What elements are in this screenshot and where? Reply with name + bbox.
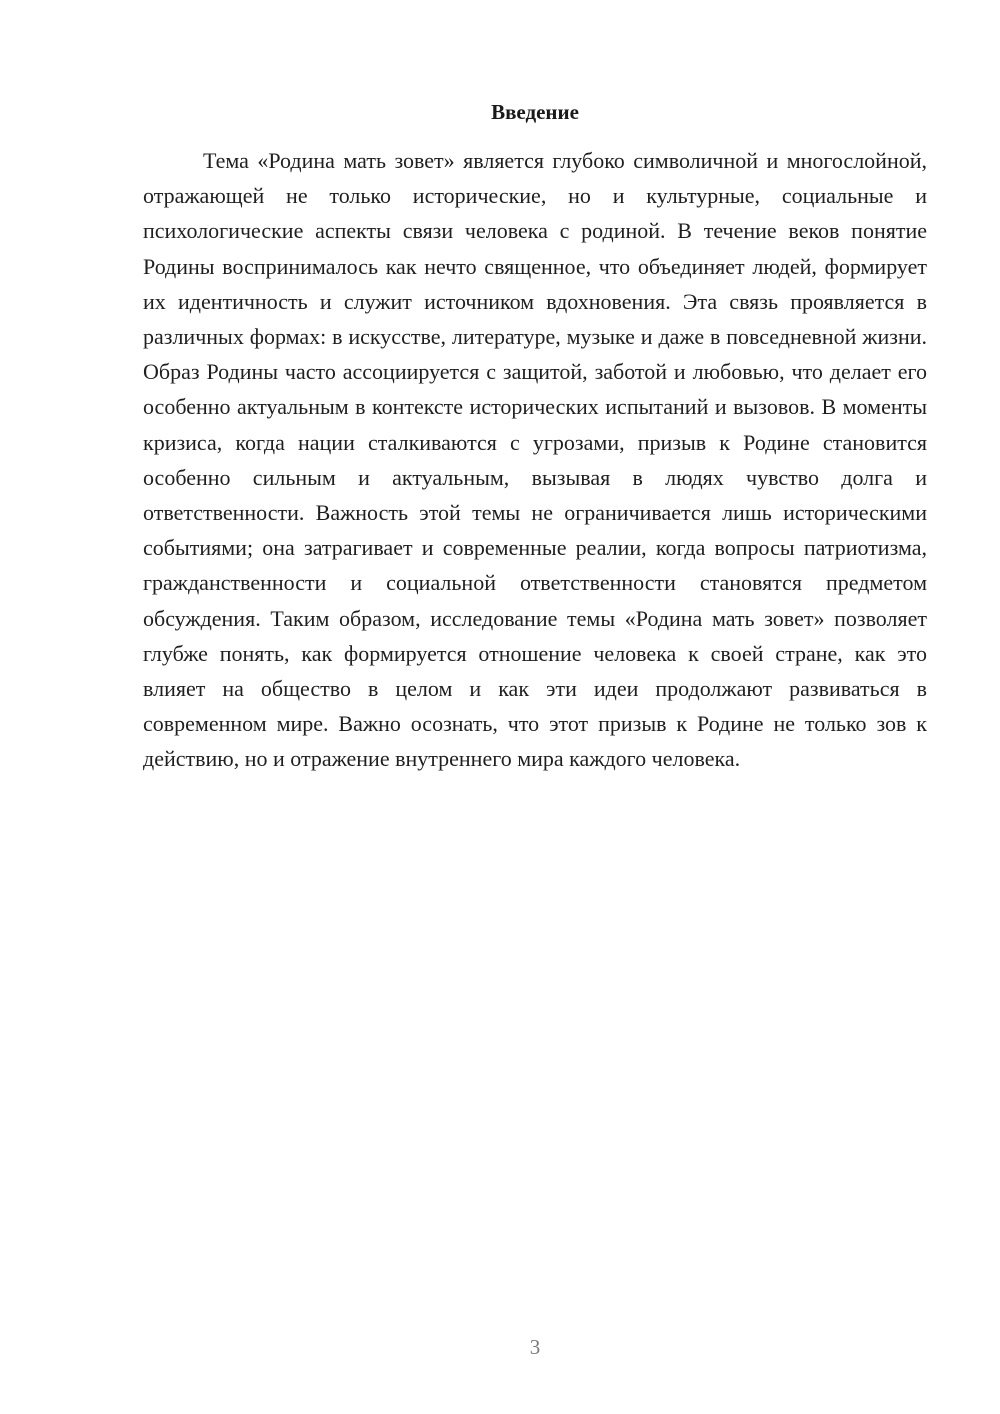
body-paragraph: Тема «Родина мать зовет» является глубоко символичной и многослойной, отражающей не только исторические, но и культурные, социальные и психологические аспекты связи человека с родиной. В течение веков понятие Родины воспринималось как нечто священное, что объединяет людей, формирует их идентичность и служит источником вдохновения. Эта связь проявляется в различных формах: в искусстве, литературе, музыке и даже в повседневной жизни. Образ Родины часто ассоциируется с защитой, заботой и любовью, что делает его особенно актуальным в контексте исторических испытаний и вызовов. В моменты кризиса, когда нации сталкиваются с угрозами, призыв к Родине становится особенно сильным и актуальным, вызывая в людях чувство долга и ответственности. Важность этой темы не ограничивается лишь историческими событиями; она затрагивает и современные реалии, когда вопросы патриотизма, гражданственности и социальной ответственности становятся предметом обсуждения. Таким образом, исследование темы «Родина мать зовет» позволяет глубже понять, как формируется отношение человека к своей стране, как это влияет на общество в целом и как эти идеи продолжают развиваться в современном мире. Важно осознать, что этот призыв к Родине не только зов к действию, но и отражение внутреннего мира каждого человека.: [143, 148, 927, 772]
page-number: 3: [529, 1335, 541, 1359]
section-heading: Введение: [491, 100, 579, 124]
